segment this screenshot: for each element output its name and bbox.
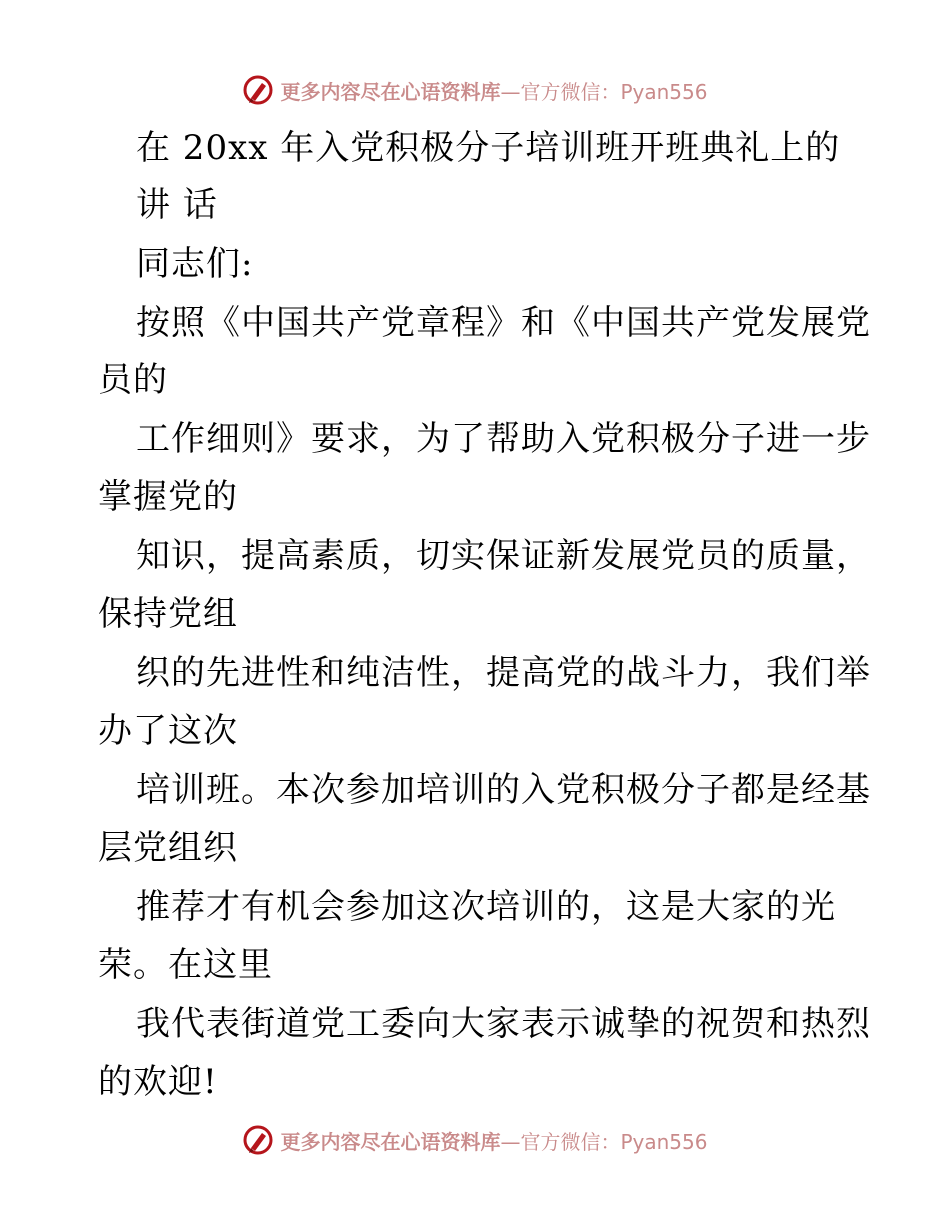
text-line: 推荐才有机会参加这次培训的，这是大家的光 bbox=[136, 887, 836, 927]
banner-wechat: —官方微信：Pyan556 bbox=[500, 1129, 708, 1154]
text-line: 员的 bbox=[98, 360, 168, 400]
text-line: 我代表街道党工委向大家表示诚挚的祝贺和热烈 bbox=[136, 1004, 871, 1044]
pen-logo-icon bbox=[242, 1124, 274, 1156]
banner-title: 更多内容尽在心语资料库 bbox=[280, 1129, 501, 1154]
salutation: 同志们: bbox=[136, 244, 254, 284]
text-line: 知识，提高素质，切实保证新发展党员的质量， bbox=[136, 536, 871, 576]
banner-title: 更多内容尽在心语资料库 bbox=[280, 79, 501, 104]
text-line: 织的先进性和纯洁性，提高党的战斗力，我们举 bbox=[136, 653, 871, 693]
text-line: 荣。在这里 bbox=[98, 945, 273, 985]
text-line: 层党组织 bbox=[98, 828, 238, 868]
text-line: 按照《中国共产党章程》和《中国共产党发展党 bbox=[136, 303, 871, 343]
title-line-1: 在 20xx 年入党积极分子培训班开班典礼上的 bbox=[136, 128, 841, 168]
text-line: 的欢迎! bbox=[98, 1062, 218, 1102]
text-line: 办了这次 bbox=[98, 711, 238, 751]
footer-banner bbox=[0, 1120, 950, 1160]
text-line: 掌握党的 bbox=[98, 477, 238, 517]
text-line: 工作细则》要求，为了帮助入党积极分子进一步 bbox=[136, 419, 871, 459]
text-line: 培训班。本次参加培训的入党积极分子都是经基 bbox=[136, 770, 871, 810]
title-line-2: 讲 话 bbox=[136, 185, 218, 225]
text-line: 保持党组 bbox=[98, 594, 238, 634]
banner-wechat: —官方微信：Pyan556 bbox=[500, 79, 708, 104]
